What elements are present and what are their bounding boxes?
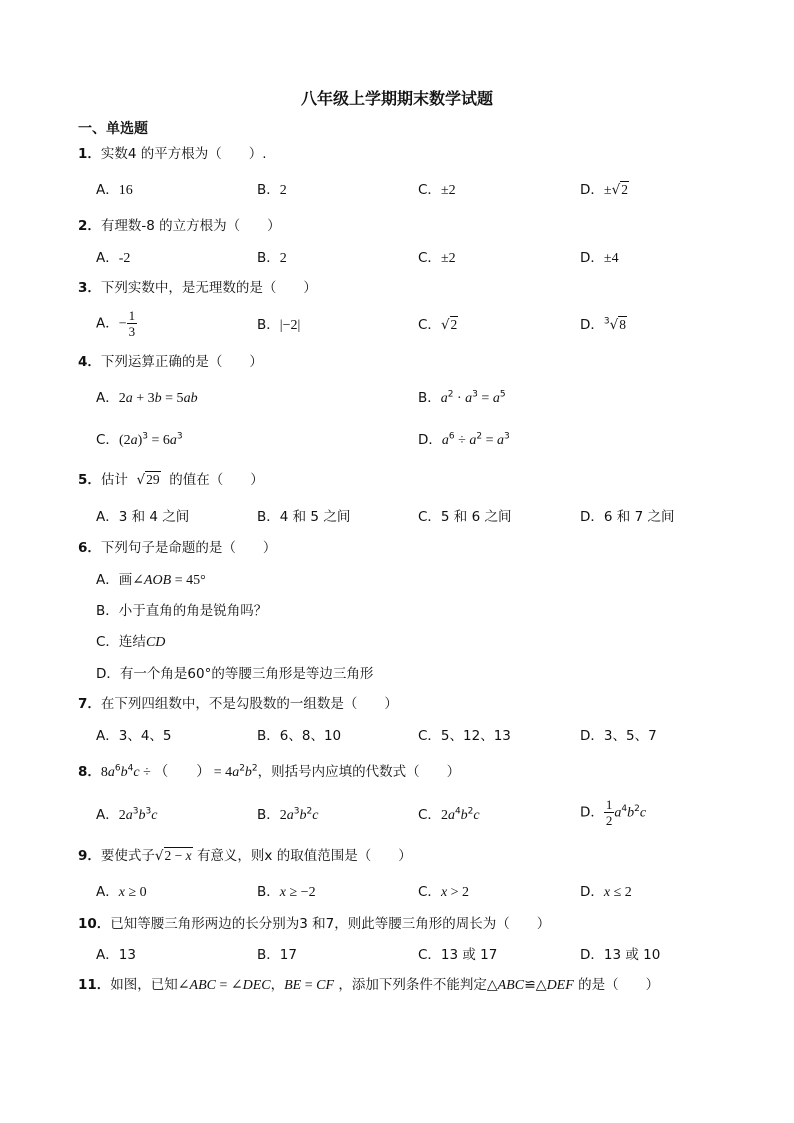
q10-option-d: D．13 或 10 [580, 947, 661, 963]
q8-option-b: B．$2a^3b^2c$ [257, 806, 319, 823]
q2-option-c: C．±2 [418, 250, 456, 266]
q9-option-d: D．x ≤ 2 [580, 884, 632, 900]
q5-option-d: D．6 和 7 之间 [580, 509, 675, 525]
q5-option-a: A．3 和 4 之间 [96, 509, 190, 525]
question-8: 8．$8a^6b^4c$ ÷ （ ） = $4a^2b^2$，则括号内应填的代数式（ ） [78, 763, 461, 780]
q7-option-c: C．5、12、13 [418, 728, 511, 744]
page-title: 八年级上学期期末数学试题 [300, 89, 493, 108]
question-11: 11．如图，已知∠ABC = ∠DEC，BE = CF ，添加下列条件不能判定△ABC≌△DEF 的是（ ） [78, 977, 660, 993]
q1-option-c: C．±2 [418, 182, 456, 198]
q9-option-b: B．x ≥ −2 [257, 884, 316, 900]
q8-option-c: C．$2a^4b^2c$ [418, 806, 480, 823]
q5-option-b: B．4 和 5 之间 [257, 509, 351, 525]
q1-option-d: D．±√2 [580, 182, 628, 198]
q5-option-c: C．5 和 6 之间 [418, 509, 512, 525]
q6-option-a: A．画∠AOB = 45° [96, 572, 206, 588]
q1-option-a: A．16 [96, 182, 133, 198]
question-5: 5．估计 √29 的值在（ ） [78, 472, 264, 488]
q10-option-a: A．13 [96, 947, 136, 963]
q3-option-a: A．− $\frac{1}{3}$ [96, 308, 136, 339]
q4-option-b: B．$a^2 \cdot a^3 = a^5$ [418, 389, 506, 406]
q10-option-b: B．17 [257, 947, 297, 963]
q2-option-a: A．-2 [96, 250, 131, 266]
question-4: 4．下列运算正确的是（ ） [78, 354, 263, 370]
q8-option-d: D． $\frac{1}{2}$ $a^4b^2c$ [580, 797, 647, 828]
q6-option-c: C．连结CD [96, 634, 166, 650]
q2-option-b: B．2 [257, 250, 287, 266]
question-9: 9．要使式子√2 − x 有意义，则x 的取值范围是（ ） [78, 848, 412, 864]
q10-option-c: C．13 或 17 [418, 947, 498, 963]
section-heading: 一、单选题 [78, 121, 148, 137]
q3-option-d: D．$^3$√8 [580, 316, 626, 333]
q6-option-b: B．小于直角的角是锐角吗？ [96, 603, 268, 619]
question-10: 10．已知等腰三角形两边的长分别为3 和7，则此等腰三角形的周长为（ ） [78, 916, 551, 932]
q1-option-b: B．2 [257, 182, 287, 198]
q6-option-d: D．有一个角是60°的等腰三角形是等边三角形 [96, 666, 374, 682]
q7-option-b: B．6、8、10 [257, 728, 342, 744]
q7-option-a: A．3、4、5 [96, 728, 172, 744]
q8-option-a: A．$2a^3b^3c$ [96, 806, 158, 823]
question-1: 1．实数4 的平方根为（ ）. [78, 146, 267, 162]
question-6: 6．下列句子是命题的是（ ） [78, 540, 277, 556]
q2-option-d: D．±4 [580, 250, 619, 266]
q3-option-b: B．|−2| [257, 317, 301, 333]
q3-option-c: C．√2 [418, 317, 458, 333]
q9-option-c: C．x > 2 [418, 884, 470, 900]
q9-option-a: A．x ≥ 0 [96, 884, 147, 900]
q4-option-a: A．2a + 3b = 5ab [96, 390, 198, 406]
question-7: 7．在下列四组数中，不是勾股数的一组数是（ ） [78, 696, 398, 712]
q7-option-d: D．3、5、7 [580, 728, 657, 744]
question-3: 3．下列实数中，是无理数的是（ ） [78, 280, 317, 296]
question-2: 2．有理数-8 的立方根为（ ） [78, 218, 281, 234]
q4-option-c: C．$(2a)^3 = 6a^3$ [96, 431, 183, 448]
q4-option-d: D．$a^6 \div a^2 = a^3$ [418, 431, 510, 448]
